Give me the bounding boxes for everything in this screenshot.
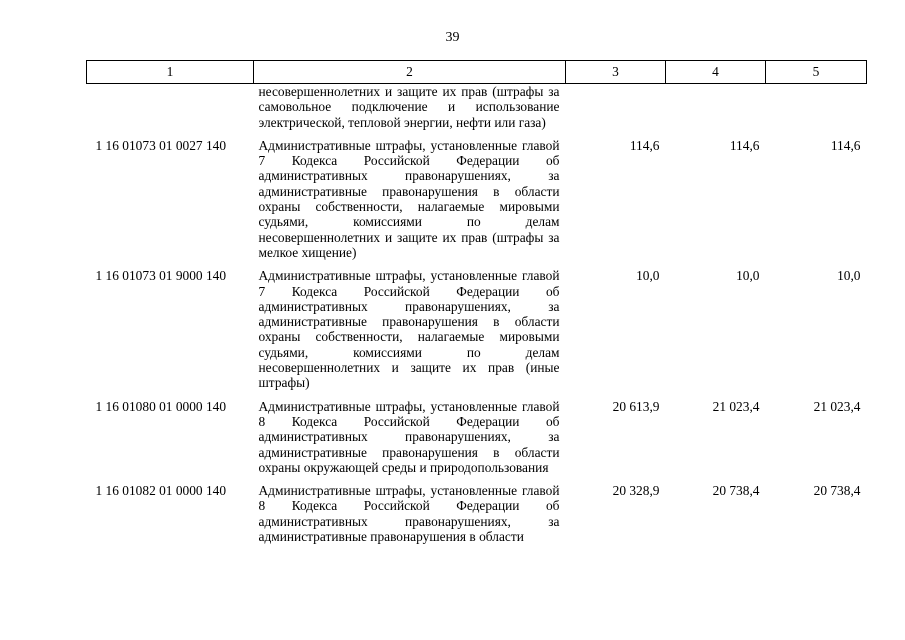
row-description: Административные штрафы, установленные главой 7 Кодекса Российской Федерации об административных правонарушениях, за административные правонарушения в области охраны собственности, налагаемые мировыми судьями, комиссиями по делам несовершеннолетних и защите их прав (иные штрафы) — [258, 268, 560, 391]
value-col-3 — [566, 84, 666, 138]
value-col-3: 20 613,9 — [612, 398, 660, 414]
budget-code: 1 16 01073 01 0027 140 — [95, 137, 227, 153]
budget-code — [87, 84, 254, 138]
column-header-5: 5 — [766, 61, 867, 84]
table-row — [87, 483, 867, 552]
row-description: Административные штрафы, установленные главой 7 Кодекса Российской Федерации об административных правонарушениях, за административные правонарушения в области охраны собственности, налагаемые мировыми судьями, комиссиями по делам несовершеннолетних и защите их прав (штрафы за мелкое хищение) — [258, 137, 560, 260]
value-col-4: 21 023,4 — [712, 398, 760, 414]
table-row — [87, 399, 867, 483]
value-col-3: 114,6 — [629, 137, 660, 153]
budget-table — [86, 60, 867, 552]
column-header-1: 1 — [87, 61, 254, 84]
value-col-4 — [666, 84, 766, 138]
value-col-4: 20 738,4 — [712, 483, 760, 499]
table-row — [87, 138, 867, 268]
value-col-3: 20 328,9 — [612, 483, 660, 499]
column-header-4: 4 — [666, 61, 766, 84]
page-number: 39 — [445, 30, 460, 45]
value-col-4: 10,0 — [736, 268, 760, 284]
column-header-3: 3 — [566, 61, 666, 84]
row-description: Административные штрафы, установленные главой 8 Кодекса Российской Федерации об административных правонарушениях, за административные правонарушения в области — [258, 483, 560, 545]
row-description: Административные штрафы, установленные главой 8 Кодекса Российской Федерации об административных правонарушениях, за административные правонарушения в области охраны окружающей среды и природопользования — [258, 398, 560, 475]
value-col-5: 10,0 — [837, 268, 861, 284]
value-col-4: 114,6 — [729, 137, 760, 153]
value-col-5: 114,6 — [830, 137, 861, 153]
table-row — [87, 268, 867, 398]
column-header-2: 2 — [254, 61, 566, 84]
row-description: несовершеннолетних и защите их прав (штрафы за самовольное подключение и использование электрической, тепловой энергии, нефти или газа) — [258, 84, 560, 130]
value-col-5: 20 738,4 — [813, 483, 861, 499]
table-header-row — [87, 61, 867, 84]
table-row — [87, 84, 867, 138]
budget-code: 1 16 01073 01 9000 140 — [95, 268, 227, 284]
budget-code: 1 16 01082 01 0000 140 — [95, 483, 227, 499]
value-col-5: 21 023,4 — [813, 398, 861, 414]
value-col-5 — [766, 84, 867, 138]
value-col-3: 10,0 — [636, 268, 660, 284]
budget-code: 1 16 01080 01 0000 140 — [95, 398, 227, 414]
